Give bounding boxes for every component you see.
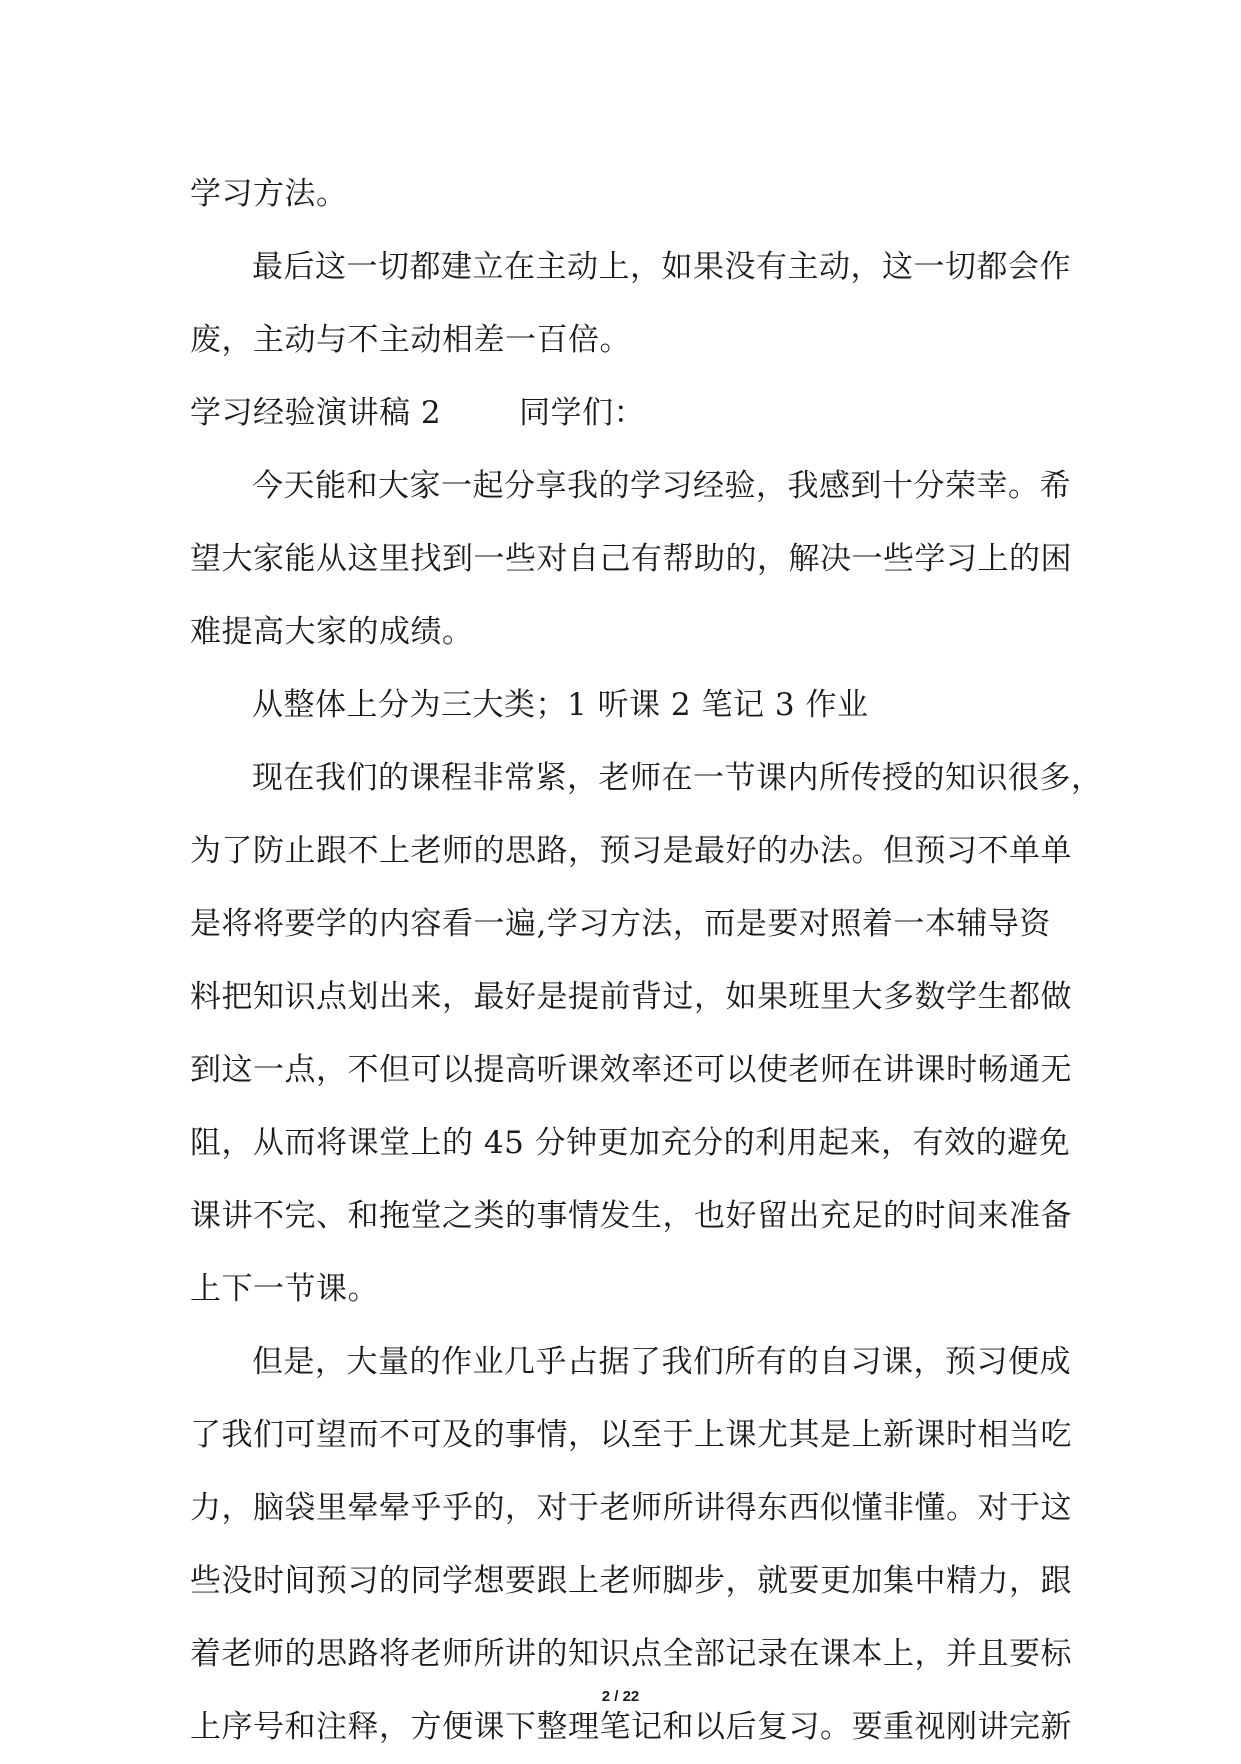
text-line: 今天能和大家一起分享我的学习经验，我感到十分荣幸。希 xyxy=(252,468,1071,504)
heading-greeting: 同学们： xyxy=(519,395,646,431)
heading-title: 学习经验演讲稿 2 xyxy=(190,395,442,431)
body-text xyxy=(190,158,1103,1764)
text-line: 望大家能从这里找到一些对自己有帮助的，解决一些学习上的困 xyxy=(190,541,1072,577)
text-line: 从整体上分为三大类；1 听课 2 笔记 3 作业 xyxy=(252,687,869,723)
text-line: 废，主动与不主动相差一百倍。 xyxy=(190,322,631,358)
text-line: 但是，大量的作业几乎占据了我们所有的自习课，预习便成 xyxy=(252,1344,1071,1380)
text-line: 了我们可望而不可及的事情，以至于上课尤其是上新课时相当吃 xyxy=(190,1417,1072,1453)
text-line: 阻，从而将课堂上的 45 分钟更加充分的利用起来，有效的避免 xyxy=(190,1125,1071,1161)
text-line: 是将将要学的内容看一遍,学习方法，而是要对照着一本辅导资 xyxy=(190,906,1051,942)
text-line: 到这一点，不但可以提高听课效率还可以使老师在讲课时畅通无 xyxy=(190,1052,1072,1088)
text-line: 为了防止跟不上老师的思路，预习是最好的办法。但预习不单单 xyxy=(190,833,1072,869)
text-line: 上序号和注释，方便课下整理笔记和以后复习。要重视刚讲完新 xyxy=(190,1709,1072,1745)
text-line: 着老师的思路将老师所讲的知识点全部记录在课本上，并且要标 xyxy=(190,1636,1072,1672)
text-line: 力，脑袋里晕晕乎乎的，对于老师所讲得东西似懂非懂。对于这 xyxy=(190,1490,1072,1526)
text-line: 些没时间预习的同学想要跟上老师脚步，就要更加集中精力，跟 xyxy=(190,1563,1072,1599)
text-line: 料把知识点划出来，最好是提前背过，如果班里大多数学生都做 xyxy=(190,979,1072,1015)
text-line: 课讲不完、和拖堂之类的事情发生，也好留出充足的时间来准备 xyxy=(190,1198,1072,1234)
section-heading xyxy=(190,377,1062,450)
page-number: 2 / 22 xyxy=(601,1688,640,1705)
text-line: 难提高大家的成绩。 xyxy=(190,614,474,650)
text-line: 上下一节课。 xyxy=(190,1271,379,1307)
text-line: 学习方法。 xyxy=(190,176,348,212)
text-line: 最后这一切都建立在主动上，如果没有主动，这一切都会作 xyxy=(252,249,1071,285)
text-line: 现在我们的课程非常紧，老师在一节课内所传授的知识很多， xyxy=(252,760,1103,796)
